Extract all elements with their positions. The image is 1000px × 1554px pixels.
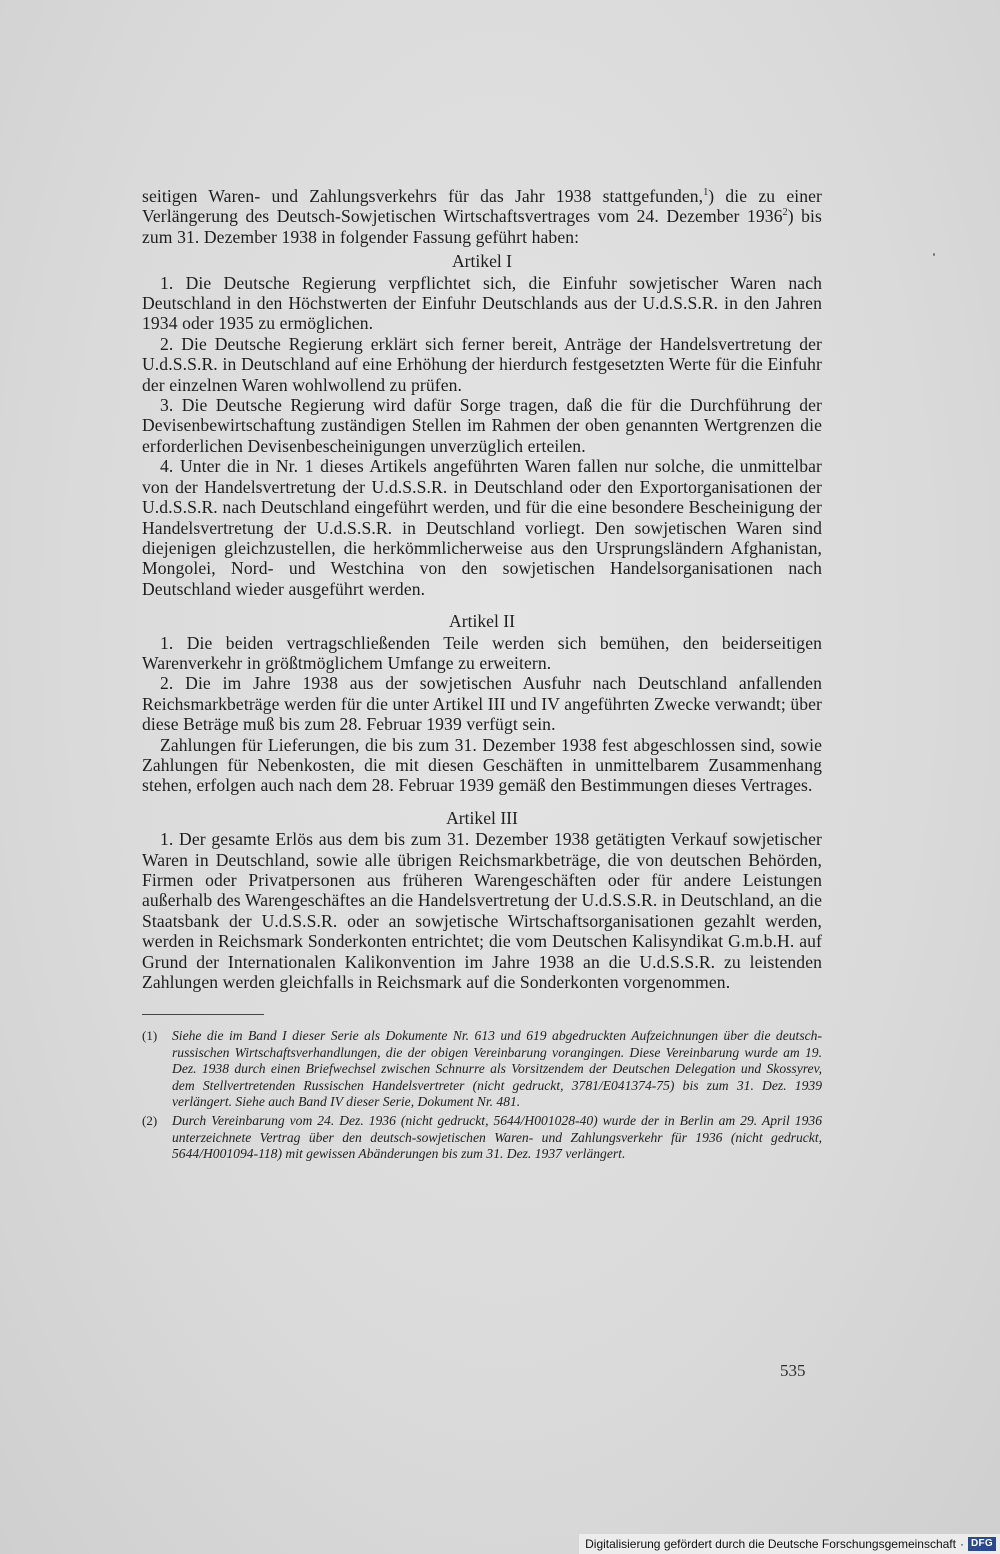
- footnote-1-mark: (1): [142, 1028, 158, 1044]
- footnote-2-text: Durch Vereinbarung vom 24. Dez. 1936 (nicht gedruckt, 5644/H001028-40) wurde der in Berlin am 29. April 1936 unterzeichnete Vertrag über den deutsch-sowjetischen Waren- und Zahlungsverkehr für 1936 (nicht gedruckt, 5644/H001094-118) mit gewissen Abänderungen bis zum 31. Dez. 1937 verlängert.: [172, 1113, 822, 1162]
- article-1-heading: Artikel I: [451, 251, 513, 272]
- article-1-paragraph-1: 1. Die Deutsche Regierung verpflichtet sich, die Einfuhr sowjetischer Waren nach Deutschland in den Höchstwerten der Einfuhr Deutschlands aus der U.d.S.S.R. in den Jahren 1934 oder 1935 zu ermöglichen.: [142, 272, 822, 334]
- footnote-2-mark: (2): [142, 1113, 158, 1129]
- footnote-2: [142, 1113, 822, 1162]
- article-2-paragraph-3: Zahlungen für Lieferungen, die bis zum 31. Dezember 1938 fest abgeschlossen sind, sowie Zahlungen für Nebenkosten, die mit diesen Geschäften in unmittelbarem Zusammenhang stehen, erfolgen auch nach dem 28. Februar 1939 gemäß den Bestimmungen dieses Vertrages.: [142, 734, 822, 796]
- footnote-1-text: Siehe die im Band I dieser Serie als Dokumente Nr. 613 und 619 abgedruckten Aufzeichnungen über die deutsch-russischen Wirtschaftsverhandlungen, die der obigen Vereinbarung vorangingen. Diese Vereinbarung wurde am 19. Dez. 1938 durch einen Briefwechsel zwischen Schnurre als Vorsitzendem der Deutschen Delegation und Skossyrev, dem Stellvertretenden Russischen Handelsvertreter (nicht gedruckt, 3781/E041374-75) bis zum 31. Dez. 1939 verlängert. Siehe auch Band IV dieser Serie, Dokument Nr. 481.: [172, 1028, 822, 1110]
- intro-text-2: ) die zu einer Verlängerung des Deutsch-Sowjetischen Wirtschaftsvertrages vom 24. Dezember 1936: [142, 186, 822, 227]
- article-2-paragraph-1: 1. Die beiden vertragschließenden Teile werden sich bemühen, den beiderseitigen Warenverkehr in größtmöglichem Umfange zu erweitern.: [142, 632, 822, 673]
- footnote-ref-1[interactable]: 1: [703, 187, 709, 199]
- footnote-1: [142, 1028, 822, 1110]
- scan-speck: [933, 253, 935, 256]
- article-1-paragraph-3: 3. Die Deutsche Regierung wird dafür Sorge tragen, daß die für die Durchführung der Devisenbewirtschaftung zuständigen Stellen im Rahmen der oben genannten Wertgrenzen die erforderlichen Devisenbescheinigungen unverzüglich erteilen.: [142, 395, 822, 456]
- footnote-ref-2[interactable]: 2: [782, 207, 788, 219]
- intro-paragraph: [142, 186, 822, 247]
- digitization-footer: [579, 1534, 1000, 1554]
- document-body: [142, 186, 822, 1166]
- page-number: 535: [780, 1361, 806, 1380]
- footnote-divider: [142, 1014, 264, 1015]
- footer-credit-text[interactable]: Digitalisierung gefördert durch die Deutsche Forschungsgemeinschaft: [585, 1537, 956, 1551]
- intro-text-3: ) bis zum 31. Dezember 1938 in folgender Fassung geführt haben:: [142, 206, 822, 247]
- article-2-paragraph-2: 2. Die im Jahre 1938 aus der sowjetischen Ausfuhr nach Deutschland anfallenden Reichsmarkbeträge werden für die unter Artikel III und IV angeführten Zwecke verwandt; über diese Beträge muß bis zum 28. Februar 1939 verfügt sein.: [142, 673, 822, 735]
- intro-text-1: seitigen Waren- und Zahlungsverkehrs für das Jahr 1938 stattgefunden,: [142, 186, 704, 206]
- article-2-heading: Artikel II: [449, 611, 515, 632]
- article-1-paragraph-4: 4. Unter die in Nr. 1 dieses Artikels angeführten Waren fallen nur solche, die unmittelbar von der Handelsvertretung der U.d.S.S.R. in Deutschland oder den Exportorganisationen der U.d.S.S.R. nach Deutschland eingeführt werden, und für die eine besondere Bescheinigung der Handelsvertretung der U.d.S.S.R. in Deutschland vorliegt. Den sowjetischen Waren sind diejenigen gleichzustellen, die herkömmlicherweise aus den Ursprungsländern Afghanistan, Mongolei, Nord- und Westchina von den sowjetischen Handelsorganisationen nach Deutschland wieder ausgeführt werden.: [142, 456, 822, 599]
- dfg-logo-icon[interactable]: DFG: [968, 1537, 996, 1551]
- footer-separator: ·: [959, 1537, 964, 1551]
- article-3-paragraph-1: 1. Der gesamte Erlös aus dem bis zum 31. Dezember 1938 getätigten Verkauf sowjetischer Waren in Deutschland, sowie alle übrigen Reichsmarkbeträge, die von deutschen Behörden, Firmen oder Privatpersonen aus früheren Warengeschäften oder für andere Leistungen außerhalb des Warengeschäftes an die Handelsvertretung der U.d.S.S.R. in Deutschland, an die Staatsbank der U.d.S.S.R. oder an sowjetische Wirtschaftsorganisationen gezahlt werden, werden in Reichsmark Sonderkonten entrichtet; die vom Deutschen Kalisyndikat G.m.b.H. auf Grund der Internationalen Kalikonvention im Jahre 1938 an die U.d.S.S.R. zu leistenden Zahlungen werden gleichfalls in Reichsmark auf die Sonderkonten vorgenommen.: [142, 829, 822, 993]
- article-1-paragraph-2: 2. Die Deutsche Regierung erklärt sich ferner bereit, Anträge der Handelsvertretung der U.d.S.S.R. in Deutschland auf eine Erhöhung der hierdurch festgesetzten Werte für die Einfuhr der einzelnen Waren wohlwollend zu prüfen.: [142, 333, 822, 395]
- article-3-heading: Artikel III: [446, 807, 518, 828]
